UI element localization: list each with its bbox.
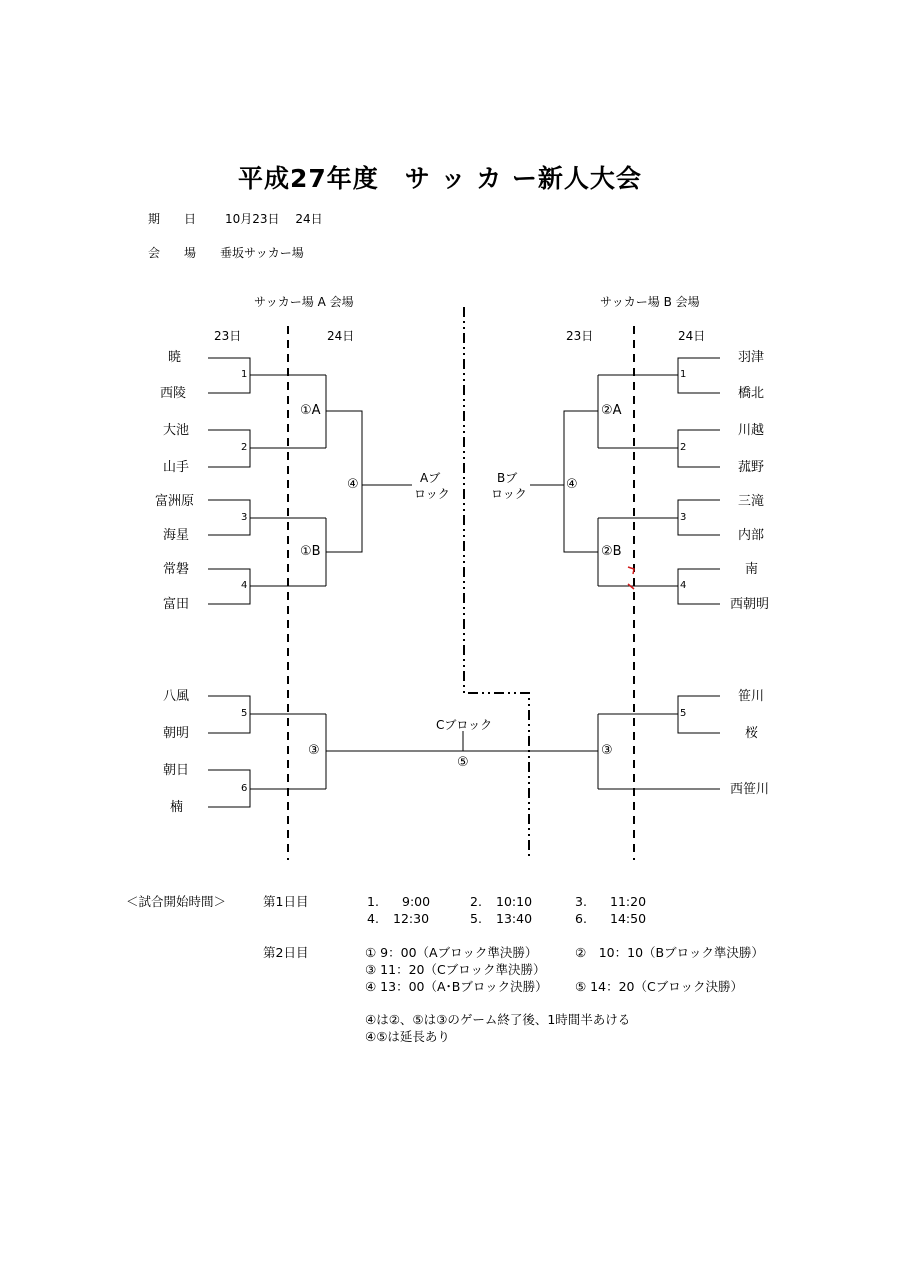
game-2b-label: ②B: [601, 544, 622, 559]
a-block-label-1: Aブ: [420, 471, 441, 485]
day-label-24-left: 24日: [327, 329, 355, 343]
match-number: 3: [680, 512, 687, 523]
day1-game-number: 1.: [367, 894, 379, 909]
game-2a-label: ②A: [601, 403, 622, 418]
schedule-heading: ＜試合開始時間＞: [126, 894, 227, 909]
team-left: 常磐: [163, 562, 190, 577]
day1-game-time: 11:20: [610, 894, 647, 909]
a-block-label-2: ロック: [414, 487, 450, 501]
date-value: 10月23日 24日: [225, 212, 323, 226]
match-number: 6: [241, 783, 248, 794]
team-left: 海星: [163, 528, 190, 543]
team-right: 笹川: [738, 689, 765, 704]
schedule-note: ④⑤は延長あり: [365, 1029, 450, 1044]
team-right: 内部: [738, 528, 765, 543]
team-right: 菰野: [738, 460, 765, 475]
day1-game-time: 12:30: [393, 911, 430, 926]
match-number: 2: [680, 442, 687, 453]
day2-game: ③ 11：20（Cブロック準決勝）: [365, 962, 546, 977]
team-left: 富田: [163, 597, 190, 612]
schedule-day2-label: 第2日目: [263, 945, 309, 960]
day-label-23-left: 23日: [214, 329, 242, 343]
page-title: 平成27年度 サ ッ カ ー新人大会: [238, 164, 642, 193]
venue-value: 垂坂サッカー場: [220, 246, 304, 260]
game-3-left-label: ③: [308, 743, 320, 758]
match-number: 1: [241, 369, 248, 380]
b-block-label-2: ロック: [491, 487, 527, 501]
day1-game-time: 9:00: [402, 894, 431, 909]
day2-game: ① 9：00（Aブロック準決勝）: [365, 945, 538, 960]
game-4-left-label: ④: [347, 477, 359, 492]
game-1a-label: ①A: [300, 403, 321, 418]
day-label-23-right: 23日: [566, 329, 594, 343]
day2-game: ⑤ 14：20（Cブロック決勝）: [575, 979, 743, 994]
game-1b-label: ①B: [300, 544, 321, 559]
day1-game-time: 13:40: [496, 911, 533, 926]
day1-game-number: 6.: [575, 911, 587, 926]
team-right: 橋北: [738, 386, 765, 401]
divider-venue: [464, 307, 529, 860]
team-left: 朝明: [163, 726, 190, 741]
day-label-24-right: 24日: [678, 329, 706, 343]
match-number: 5: [241, 708, 248, 719]
red-tick-mark: [628, 567, 634, 574]
venue-b-heading: サッカー場 B 会場: [600, 295, 700, 309]
team-right: 西朝明: [730, 597, 770, 612]
team-right: 川越: [738, 423, 765, 438]
team-left: 西陵: [160, 386, 187, 401]
day1-game-number: 4.: [367, 911, 379, 926]
game-4-right-label: ④: [566, 477, 578, 492]
game-3-right-label: ③: [601, 743, 613, 758]
team-right: 桜: [745, 726, 759, 741]
game-5-label: ⑤: [457, 755, 469, 770]
match-number: 4: [680, 580, 687, 591]
day1-game-time: 14:50: [610, 911, 647, 926]
venue-label: 会 場: [148, 246, 197, 260]
day1-game-number: 5.: [470, 911, 482, 926]
team-right: 西笹川: [730, 782, 770, 797]
team-left: 八風: [163, 689, 190, 704]
day1-game-number: 3.: [575, 894, 587, 909]
day1-game-time: 10:10: [496, 894, 533, 909]
team-left: 朝日: [163, 763, 190, 778]
match-number: 5: [680, 708, 687, 719]
schedule-note: ④は②、⑤は③のゲーム終了後、1時間半あける: [365, 1012, 631, 1027]
match-number: 4: [241, 580, 248, 591]
team-left: 山手: [163, 460, 190, 475]
c-block-label: Cブロック: [436, 718, 493, 732]
team-right: 羽津: [738, 350, 765, 365]
team-left: 暁: [168, 350, 182, 365]
team-left: 大池: [163, 423, 190, 438]
day2-game: ② 10：10（Bブロック準決勝）: [575, 945, 764, 960]
match-number: 2: [241, 442, 248, 453]
venue-a-heading: サッカー場 A 会場: [254, 295, 354, 309]
b-block-label-1: Bブ: [497, 471, 518, 485]
match-number: 1: [680, 369, 687, 380]
match-number: 3: [241, 512, 248, 523]
day2-game: ④ 13：00（A･Bブロック決勝）: [365, 979, 548, 994]
schedule-day1-label: 第1日目: [263, 894, 309, 909]
day1-game-number: 2.: [470, 894, 482, 909]
team-left: 楠: [170, 800, 184, 815]
team-right: 三滝: [738, 494, 765, 509]
date-label: 期 日: [148, 212, 197, 226]
team-left: 富洲原: [155, 494, 195, 509]
team-right: 南: [745, 562, 759, 577]
